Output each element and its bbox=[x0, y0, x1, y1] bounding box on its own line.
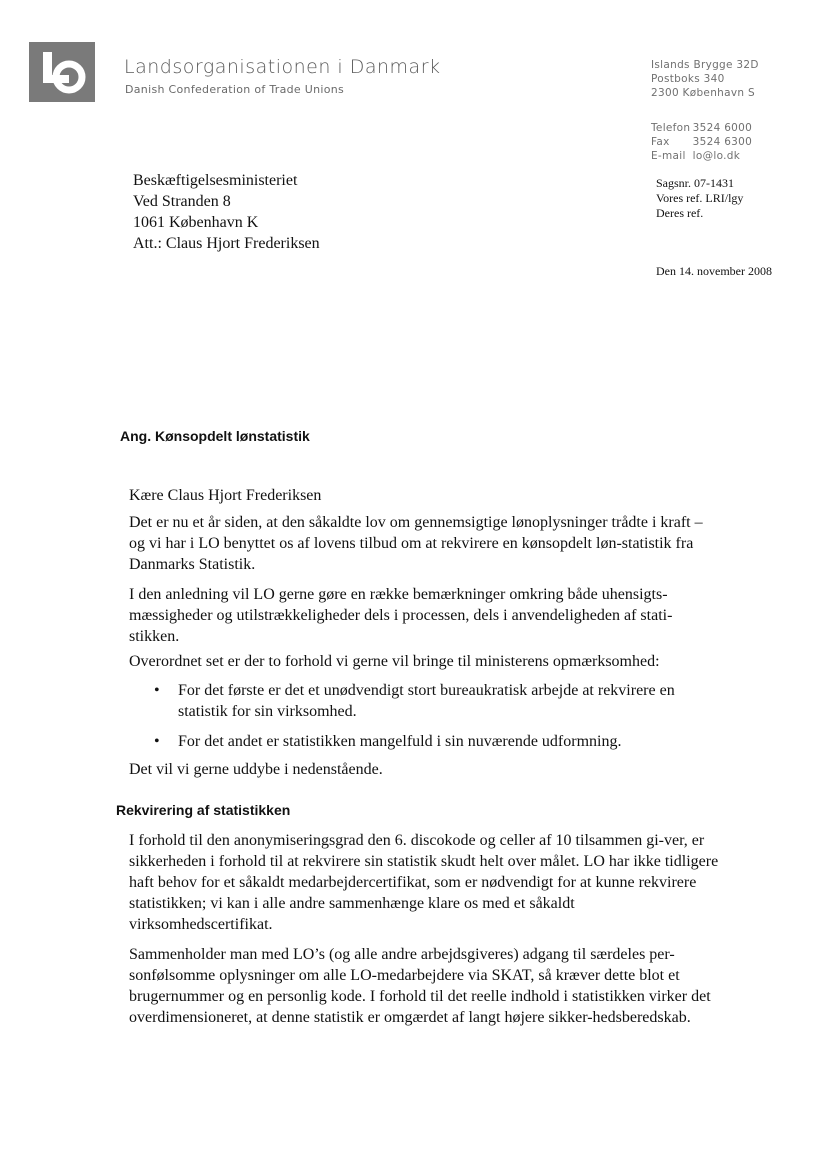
contact-fax: Fax 3524 6300 bbox=[651, 136, 753, 148]
bullet-icon: • bbox=[154, 733, 160, 750]
recipient-line: Beskæftigelsesministeriet bbox=[133, 172, 298, 189]
address-line: 2300 København S bbox=[651, 87, 755, 99]
case-number: Sagsnr. 07-1431 bbox=[656, 176, 734, 190]
paragraph: I forhold til den anonymiseringsgrad den 6. discokode og celler af 10 tilsammen gi-ver, er sikkerheden i forhold til at rekvirere sin statistik skudt helt over målet. LO har ikke tidligere haft behov for et såkaldt medarbejdercertifikat, som er nødvendigt for at kunne rekvirere statistikken; vi kan i alle andre sammenhænge klare os med et såkaldt virksomhedscertifikat. bbox=[129, 832, 719, 933]
contact-email: E-mail lo@lo.dk bbox=[651, 150, 741, 162]
our-ref: Vores ref. LRI/lgy bbox=[656, 191, 744, 205]
lo-logo bbox=[29, 42, 95, 102]
subject-line: Ang. Kønsopdelt lønstatistik bbox=[120, 428, 310, 444]
recipient-line: Ved Stranden 8 bbox=[133, 193, 231, 210]
letter-date: Den 14. november 2008 bbox=[656, 264, 772, 278]
salutation: Kære Claus Hjort Frederiksen bbox=[129, 487, 322, 504]
address-line: Postboks 340 bbox=[651, 73, 725, 85]
org-name: Landsorganisationen i Danmark bbox=[124, 56, 441, 78]
reference-block bbox=[656, 176, 743, 221]
paragraph: Det er nu et år siden, at den såkaldte lov om gennemsigtige lønoplysninger trådte i kraft – og vi har i LO benyttet os af lovens tilbud om at rekvirere en kønsopdelt løn-statistik fra Danmarks Statistik. bbox=[129, 514, 703, 573]
org-address bbox=[651, 58, 759, 100]
address-line: Islands Brygge 32D bbox=[651, 59, 759, 71]
paragraph: Sammenholder man med LO’s (og alle andre arbejdsgiveres) adgang til særdeles per-sonfølsomme oplysninger om alle LO-medarbejdere via SKAT, så kræver dette blot et brugernummer og en personlig kode. I forhold til det reelle indhold i statistikken virker det overdimensioneret, at denne statistik er omgærdet af langt højere sikker-hedsberedskab. bbox=[129, 946, 711, 1026]
your-ref: Deres ref. bbox=[656, 206, 704, 220]
lo-logo-icon bbox=[29, 42, 95, 102]
paragraph: I den anledning vil LO gerne gøre en række bemærkninger omkring både uhensigts-mæssigheder og utilstrækkeligheder dels i processen, dels i anvendeligheden af stati-stikken. bbox=[129, 586, 673, 645]
org-subtitle: Danish Confederation of Trade Unions bbox=[125, 83, 345, 96]
contact-phone: Telefon 3524 6000 bbox=[651, 122, 753, 134]
bullet-item: • For det andet er statistikken mangelfuld i sin nuværende udformning. bbox=[154, 733, 622, 750]
paragraph: Det vil vi gerne uddybe i nedenstående. bbox=[129, 761, 383, 778]
bullet-item: • For det første er det et unødvendigt stort bureaukratisk arbejde at rekvirere en statistik for sin virksomhed. bbox=[154, 682, 675, 720]
org-contact bbox=[651, 121, 752, 163]
recipient-line: Att.: Claus Hjort Frederiksen bbox=[133, 235, 320, 252]
paragraph: Overordnet set er der to forhold vi gerne vil bringe til ministerens opmærksomhed: bbox=[129, 653, 660, 670]
section-heading: Rekvirering af statistikken bbox=[116, 802, 291, 818]
recipient-block bbox=[133, 170, 320, 254]
recipient-line: 1061 København K bbox=[133, 214, 259, 231]
bullet-icon: • bbox=[154, 682, 160, 699]
